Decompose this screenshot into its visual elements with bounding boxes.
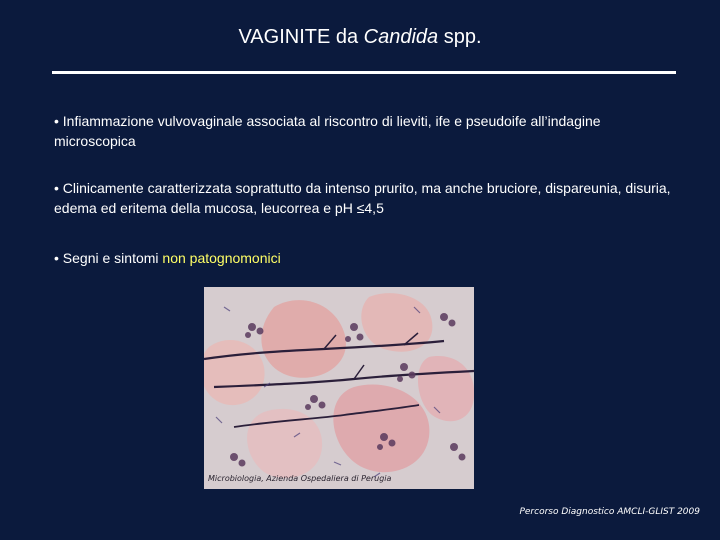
- microscopy-image: [204, 287, 474, 489]
- bullet-marker: •: [54, 180, 59, 196]
- slide-title: [0, 26, 720, 49]
- bullet-text: Infiammazione vulvovaginale associata al riscontro di lieviti, ife e pseudoife all’indagine microscopica: [54, 113, 601, 149]
- bullet-item-2: [54, 178, 684, 218]
- bullet-highlight-text: non patognomonici: [162, 250, 281, 266]
- bullet-text: Segni e sintomi: [62, 250, 163, 266]
- footer-source: Percorso Diagnostico AMCLI-GLIST 2009: [519, 507, 700, 517]
- image-caption: Microbiologia, Azienda Ospedaliera di Perugia: [208, 474, 392, 483]
- bullet-marker: •: [54, 113, 59, 129]
- microscopy-illustration: [204, 287, 474, 489]
- title-prefix: VAGINITE da: [238, 26, 364, 48]
- bullet-text: Clinicamente caratterizzata soprattutto da intenso prurito, ma anche bruciore, dispareunia, disuria, edema ed eritema della mucosa, leucorrea e pH ≤4,5: [54, 180, 671, 216]
- title-suffix: spp.: [438, 26, 482, 48]
- bullet-marker: •: [54, 250, 59, 266]
- title-italic: Candida: [363, 26, 439, 48]
- bullet-item-3: [54, 248, 684, 268]
- bullet-item-1: [54, 111, 684, 151]
- title-underline-divider: [52, 71, 676, 74]
